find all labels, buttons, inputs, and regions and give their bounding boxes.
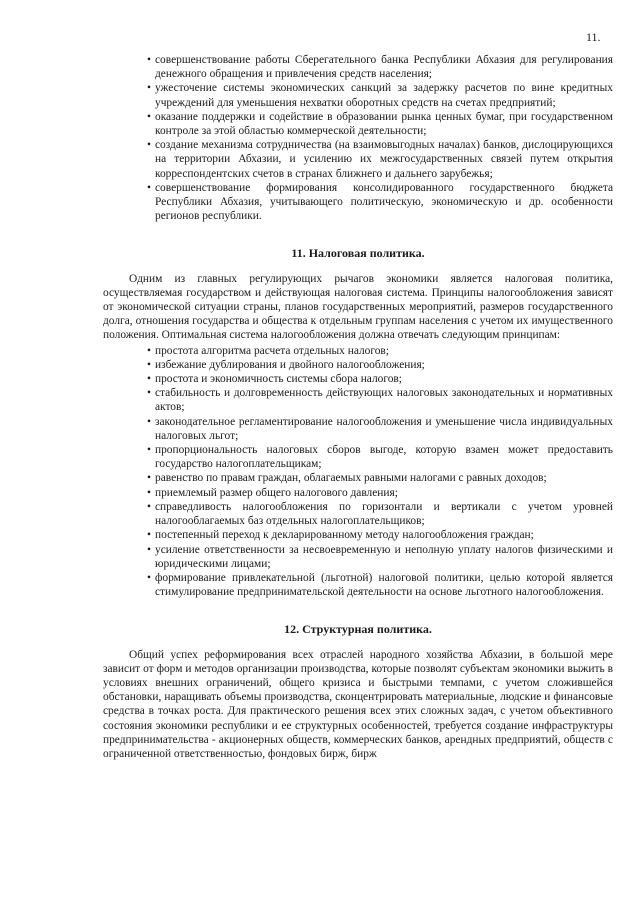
list-item: • простота и экономичность системы сбора налогов;	[145, 372, 613, 386]
section-heading-structural-policy: 12. Структурная политика.	[284, 622, 432, 637]
list-item: • справедливость налогообложения по горизонтали и вертикали с учетом уровней налогооблагаемых баз отдельных налогоплательщиков;	[145, 500, 613, 528]
list-item: • усиление ответственности за несвоевременную и неполную уплату налогов физическими и юридическими лицами;	[145, 543, 613, 571]
list-item: • формирование привлекательной (льготной) налоговой политики, целью которой является стимулирование предпринимательской деятельности на основе льготного налогообложения.	[145, 571, 613, 599]
list-item: • ужесточение системы экономических санкций за задержку расчетов по вине кредитных учреждений для уменьшения нехватки оборотных средств на счетах предприятий;	[145, 81, 613, 109]
list-item: • оказание поддержки и содействие в образовании рынка ценных бумаг, при государственном контроле за этой областью коммерческой деятельности;	[145, 110, 613, 138]
list-item: • стабильность и долговременность действующих налоговых законодательных и нормативных актов;	[145, 386, 613, 414]
section-heading-tax-policy: 11. Налоговая политика.	[291, 246, 425, 261]
list-item: • законодательное регламентирование налогообложения и уменьшение числа индивидуальных налоговых льгот;	[145, 415, 613, 443]
tax-principles-list	[145, 344, 613, 600]
structural-policy-intro: Общий успех реформирования всех отраслей народного хозяйства Абхазии, в большой мере зависит от форм и методов организации производства, которые позволят субъектам экономики выжить в условиях внешних ограничений, общего кризиса и быстрыми темпами, с учетом сложившейся обстановки, наращивать объемы производства, сконцентрировать материальные, людские и финансовые средства в точках роста. Для практического решения всех этих сложных задач, с учетом объективного состояния экономики республики и ее структурных особенностей, требуется создание инфраструктуры предпринимательства - акционерных обществ, коммерческих банков, арендных предприятий, обществ с ограниченной ответственностью, фондовых бирж, бирж	[103, 648, 613, 760]
list-item: • совершенствование работы Сберегательного банка Республики Абхазия для регулирования денежного обращения и привлечения средств населения;	[145, 53, 613, 81]
list-item: • создание механизма сотрудничества (на взаимовыгодных началах) банков, дислоцирующихся на территории Абхазии, и усилению их межгосударственных связей путем открытия корреспондентских счетов в странах ближнего и дальнего зарубежья;	[145, 138, 613, 181]
list-item: • совершенствование формирования консолидированного государственного бюджета Республики Абхазия, учитывающего политическую, экономическую и др. особенности регионов республики.	[145, 181, 613, 224]
banking-measures-list	[145, 53, 613, 223]
list-item: • пропорциональность налоговых сборов выгоде, которую взамен может предоставить государство налогоплательщикам;	[145, 443, 613, 471]
page-number: 11.	[586, 30, 601, 44]
document-body	[103, 53, 613, 761]
list-item: • приемлемый размер общего налогового давления;	[145, 486, 613, 500]
list-item: • постепенный переход к декларированному методу налогообложения граждан;	[145, 528, 613, 542]
tax-policy-intro: Одним из главных регулирующих рычагов экономики является налоговая политика, осуществляемая государством и действующая налоговая система. Принципы налогообложения зависят от экономической ситуации страны, планов государственных мероприятий, размеров государственного долга, отношения государства и общества к отдельным группам населения с учетом их имущественного положения. Оптимальная система налогообложения должна отвечать следующим принципам:	[103, 272, 613, 342]
list-item: • простота алгоритма расчета отдельных налогов;	[145, 344, 613, 358]
list-item: • избежание дублирования и двойного налогообложения;	[145, 358, 613, 372]
list-item: • равенство по правам граждан, облагаемых равными налогами с равных доходов;	[145, 471, 613, 485]
